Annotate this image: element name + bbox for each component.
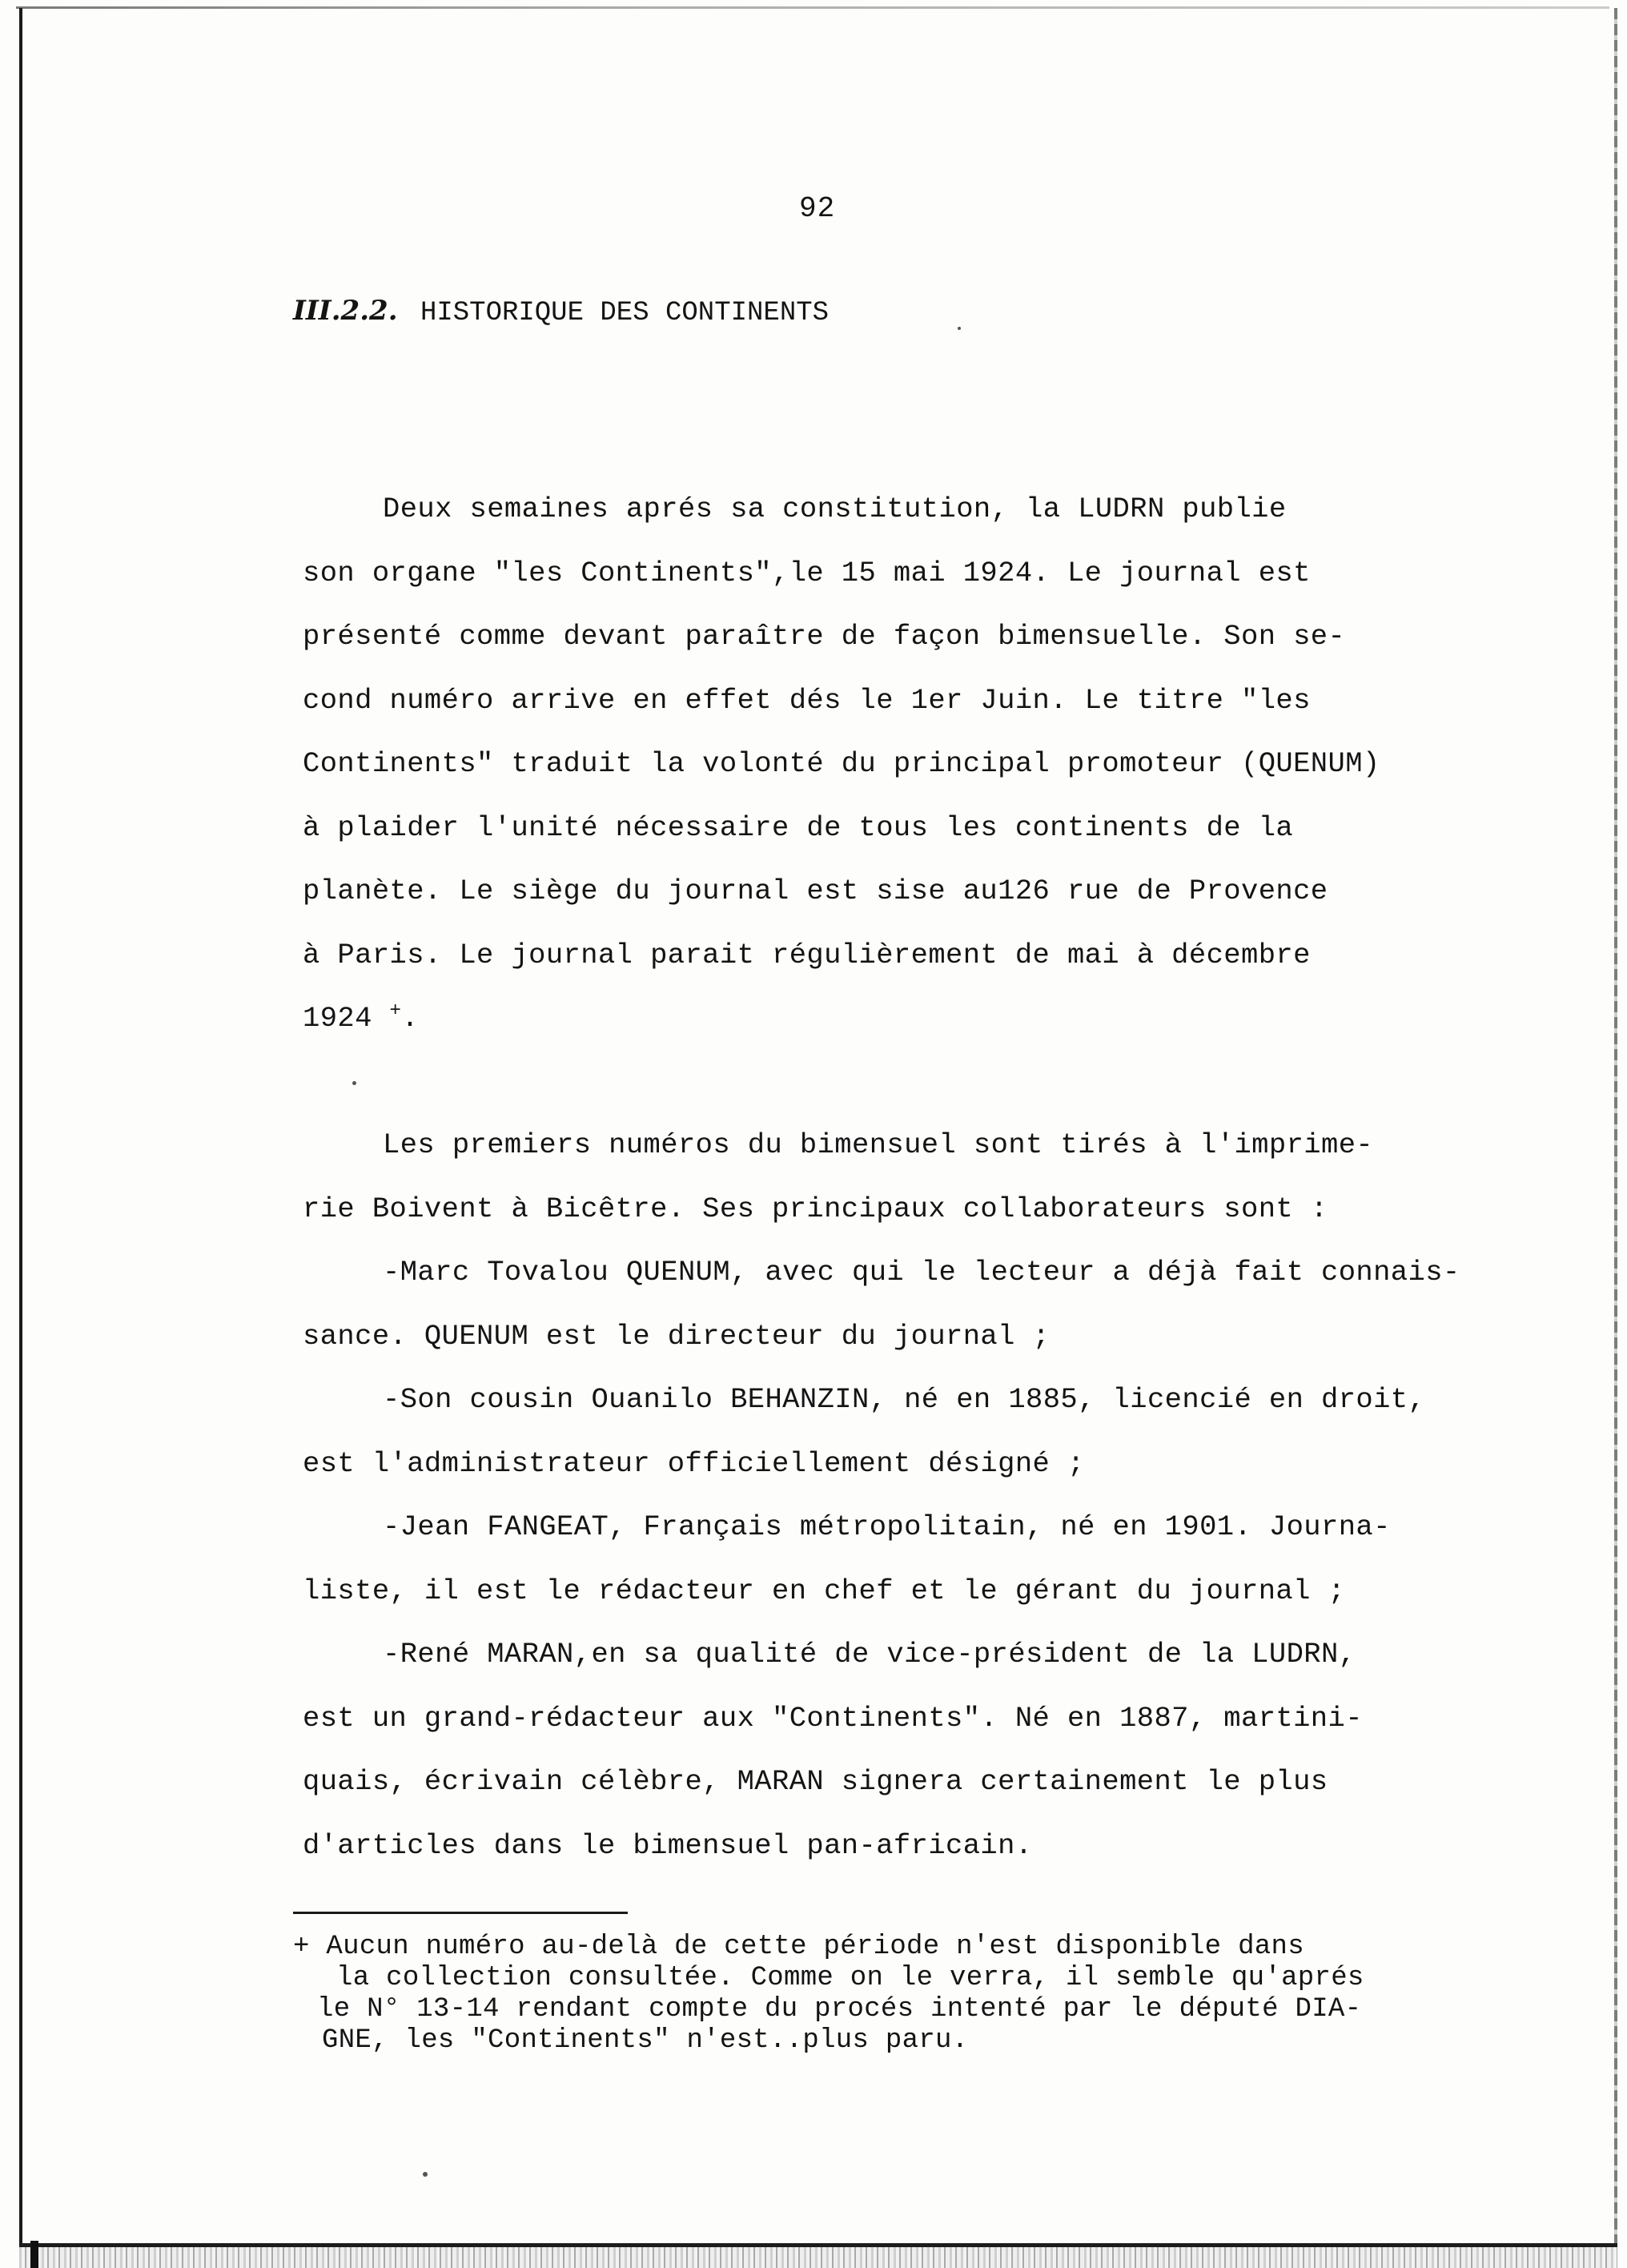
paragraph-line: sance. QUENUM est le directeur du journal ; (303, 1319, 1051, 1353)
paragraph-line-last (303, 987, 1600, 1051)
paragraph-line: liste, il est le rédacteur en chef et le gérant du journal ; (303, 1574, 1346, 1607)
paragraph-line: est un grand-rédacteur aux "Continents". Né en 1887, martini- (303, 1701, 1363, 1735)
paragraph-line: -René MARAN,en sa qualité de vice-président de la LUDRN, (383, 1638, 1356, 1671)
paragraph-line: -Son cousin Ouanilo BEHANZIN, né en 1885, licencié en droit, (383, 1383, 1426, 1416)
paragraph-line: planète. Le siège du journal est sise au126 rue de Provence (303, 875, 1328, 907)
scan-bottom-mark (30, 2241, 38, 2268)
paragraph-line: est l'administrateur officiellement désigné ; (303, 1446, 1085, 1480)
page-number: 92 (799, 192, 836, 225)
footnote-line: le N° 13-14 rendant compte du procés intenté par le député DIA- (317, 1994, 1362, 2025)
scan-edge-right (1614, 8, 1617, 2250)
footnote-rule (293, 1912, 628, 1914)
paragraph-line: son organe "les Continents",le 15 mai 1924. Le journal est (303, 556, 1311, 589)
paragraph-line: rie Boivent à Bicêtre. Ses principaux collaborateurs sont : (303, 1192, 1328, 1225)
paragraph-line: cond numéro arrive en effet dés le 1er Juin. Le titre "les (303, 683, 1311, 717)
paragraph-line: d'articles dans le bimensuel pan-africain. (303, 1828, 1033, 1862)
footnote (293, 1932, 1364, 2057)
scan-edge-left (19, 8, 22, 2258)
scan-speck (958, 327, 961, 330)
paragraph-line: à plaider l'unité nécessaire de tous les continents de la (303, 810, 1294, 844)
footnote-line: GNE, les "Continents" n'est..plus paru. (322, 2025, 969, 2056)
paragraph-line: Les premiers numéros du bimensuel sont tirés à l'imprime- (383, 1128, 1374, 1161)
paragraph-2 (303, 1113, 1600, 1877)
scan-speck (423, 2172, 428, 2177)
final-punctuation: . (401, 1002, 420, 1035)
section-numbering: III.2.2. (293, 295, 398, 327)
paragraph-1 (303, 477, 1600, 1051)
footnote-reference: + (389, 1000, 402, 1023)
scan-speck (352, 1081, 356, 1085)
footnote-line: la collection consultée. Comme on le verra, il semble qu'aprés (336, 1963, 1364, 1993)
paragraph-line: Deux semaines aprés sa constitution, la LUDRN publie (383, 493, 1287, 525)
scan-bottom-strip (19, 2247, 1617, 2268)
paragraph-line: -Marc Tovalou QUENUM, avec qui le lecteur a déjà fait connais- (383, 1256, 1460, 1289)
paragraph-line: présenté comme devant paraître de façon bimensuelle. Son se- (303, 620, 1346, 653)
section-title: HISTORIQUE DES CONTINENTS (420, 298, 830, 328)
paragraph-line: quais, écrivain célèbre, MARAN signera certainement le plus (303, 1765, 1328, 1798)
paragraph-line-text: 1924 (303, 1002, 372, 1035)
paragraph-line: Continents" traduit la volonté du principal promoteur (QUENUM) (303, 747, 1380, 780)
paragraph-line: -Jean FANGEAT, Français métropolitain, né en 1901. Journa- (383, 1510, 1391, 1543)
paragraph-line: à Paris. Le journal parait régulièrement de mai à décembre (303, 938, 1311, 971)
section-heading (293, 295, 829, 328)
footnote-line: + Aucun numéro au-delà de cette période n'est disponible dans (293, 1932, 1304, 1962)
scan-edge-top (16, 6, 1609, 9)
